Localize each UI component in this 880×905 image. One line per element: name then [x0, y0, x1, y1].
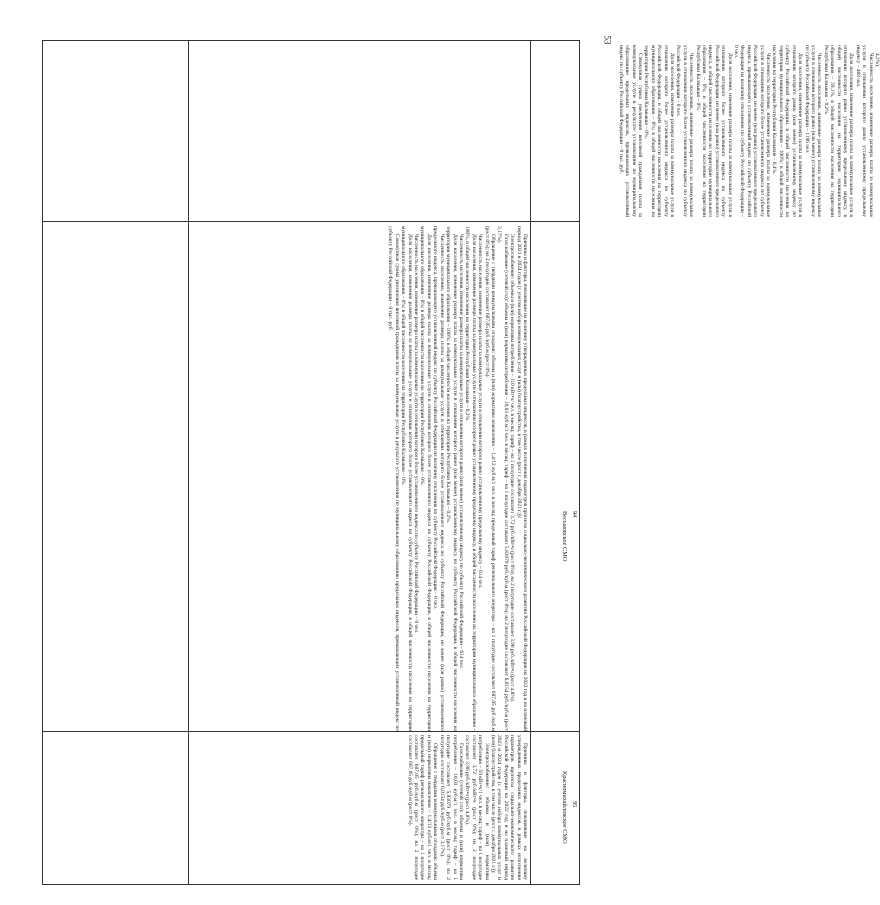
- paragraph: Доля населения, изменение размера платы за коммунальные услуги в отношении которого равно установленному предельному индексу, в общей численности населения на территории муниципального образования – 100%, в общей численности населения на территории Республики Калмыкия – 0,2%.: [464, 226, 477, 731]
- paragraph: Обращение с твердыми коммунальными отходами: объемы и (или) нормативы накопления – 1,4/12 куб.м/1 чел. в месяц; предельный тариф регионального оператора – на 1 полугодие составляет 687,05 руб./куб.м (рост 0%); на 2 полугодие составляет 687,05 руб./куб.м (рост 0%).: [406, 735, 439, 880]
- paragraph: Численность населения, изменение размера платы за коммунальные услуги в отношении которого более установленного индекса по субъекту Российской Федерации, но менее (или равно) установленного предельного индекса, превышающего установленный индекс по субъекту Российской Федерации на величину отклонения по субъекту Российской Федерации – 0 чел.: [432, 226, 445, 731]
- paragraph: Причины и факторы, повлиявшие на величину утвержденных предельных индексов, в рамках исполнения параметров прогноза социально-экономического развития Российской Федерации на 2022 год и на плановый период 2023 и 2024 годов (с учетом набора коммунальных услуг и (или) благоустройства, в том числе (рост с декабря 2021 г.)):: [515, 226, 528, 731]
- paragraph: Доля населения, изменение размера платы за коммунальные услуги в отношении которого более установленного индекса по субъекту Российской Федерации, но менее (или равно) установленного предельного индекса, в общей численности населения на территории муниципального образования – 0%; в общей численности населения на территории Республики Калмыкия – 0%.: [694, 45, 733, 217]
- paragraph: Численность населения, изменение размера платы за коммунальные услуги в отношении которого более установленного индекса по субъекту Российской Федерации – 0 чел.: [413, 234, 420, 634]
- paragraph: Численность населения, изменение размера платы за коммунальные услуги в отношении которого более установленного индекса по субъекту Российской Федерации – 0 чел.: [675, 45, 695, 217]
- paragraph: Причины и факторы, повлиявшие на величину утвержденных предельных индексов, в рамках исполнения параметров прогноза социально-экономического развития Российской Федерации на 2022 год и на плановый период 2023 и 2024 годов (с учетом набора коммунальных услуг и (или) благоустройства, в том числе (рост с декабря 2021 г.)):: [489, 735, 528, 880]
- paragraph: Доля населения, изменение размера платы за коммунальные услуги в отношении которого равно (или менее) установленному индексу по субъекту Российской Федерации, в общей численности населения на территории муниципального образования – 100%; в общей численности населения на территории Республики Калмыкия – 0,2%.: [445, 226, 458, 731]
- paragraph: Доля населения, изменение размера платы за коммунальные услуги в отношении которого более установленного индекса по субъекту Российской Федерации, в общей численности населения на территории муниципального образования – 0%; в общей численности населения на территории Республики Калмыкия – 0%.: [643, 45, 675, 217]
- municipality-name: Весьмовское СМО: [561, 511, 568, 562]
- paragraph: Численность населения, изменение размера платы за коммунальные услуги в отношении которого равно установленному предельному индексу – 614 чел.: [477, 234, 484, 589]
- paragraph: Доля населения, изменение размера платы за коммунальные услуги в отношении которого равно (или менее) установленному индексу по субъекту Российской Федерации, в общей численности населения на территории муниципального образования – 100%; в общей численности населения на территории Республики Калмыкия – 0,4%.: [771, 45, 804, 217]
- page-number: 53: [602, 35, 613, 45]
- paragraph: Численность населения, изменение размера платы за коммунальные услуги в отношении которого равно (или менее) установленному индексу по субъекту Российской Федерации – 1196 чел.: [803, 45, 823, 217]
- paragraph: Доля населения, изменение размера платы за коммунальные услуги в отношении которого равно установленному предельному индексу, в общей численности населения на территории муниципального образования – 39,1%, в общей численности населения на территории Республики Калмыкия – 0,2%.: [822, 45, 855, 217]
- paragraph: Доля населения, изменение размера платы за коммунальные услуги в отношении которого более установленного индекса по субъекту Российской Федерации, в общей численности населения на территории муниципального образования – 0%; в общей численности населения на территории Республики Калмыкия – 0%.: [400, 226, 413, 731]
- paragraph: Обращение с твердыми коммунальными отходами: объемы и (или) нормативы накопления – 1,4/12 куб.м/1 чел. в месяц; предельный тариф регионального оператора – на 1 полугодие составляет 687,05 руб./куб.м (рост 0%); на 2 полугодие составляет 687,05 руб./куб.м (рост 0%).: [483, 226, 496, 731]
- paragraph: 4,2%).: [874, 53, 880, 68]
- row-number: 95: [571, 801, 578, 808]
- paragraph: Электроснабжение: объемы и (или) нормативы потребления – 110 кВт•ч/ чел. в месяц; тариф – на 1 полугодие составляет 3,72 руб./кВт•ч (рост 0%); на 2 полугодие составляет 3,90 руб./кВт•ч (рост 4,8%).: [509, 234, 516, 702]
- paragraph: Газоснабжение (сетевой газ): объемы и (или) нормативы потребления – 10,03 куб.м/1 чел. в месяц; тариф – на 1 полугодие составляет 5,83079 руб./куб.м (рост 0%); на 2 полугодие составляет 6,0154 руб./куб.м (рост 3,17%).: [438, 735, 464, 880]
- paragraph: Численность населения, изменение размера платы за коммунальные услуги в отношении которого более установленного индекса по субъекту Российской Федерации, но менее (или равно) установленного предельного индекса, превышающего установленный индекс по субъекту Российской Федерации на величину отклонения по субъекту Российской Федерации – 0 чел.: [733, 45, 772, 217]
- row-95-content: [188, 735, 528, 880]
- paragraph: Совокупная сумма увеличения вносимой гражданами платы за коммунальные услуги в результате установления по муниципальному образованию предельных индексов, превышающих установленный индекс по субъекту Российской Федерации – 0 тыс. руб.: [617, 45, 643, 217]
- row-divider: [43, 221, 579, 222]
- column-divider: [530, 41, 531, 884]
- paragraph: Численность населения, изменение размера платы за коммунальные услуги в отношении которого равно (или менее) установленному индексу по субъекту Российской Федерации – 614 чел.: [457, 234, 464, 669]
- paragraph: Электроснабжение: объемы и (или) нормативы потребления – 59 кВт•ч/1 чел. в месяц; тариф – на 1 полугодие составляет 3,72 руб./кВт•ч (рост 0%); на 2 полугодие составляет 3,90 руб./кВт•ч (рост 4,8%).: [464, 735, 490, 880]
- paragraph: Численность населения, изменение размера платы за коммунальные услуги в отношении которого равно установленному предельному индексу – 468 чел.: [854, 45, 874, 217]
- paragraph: Совокупная сумма увеличения вносимой гражданами платы за коммунальные услуги в результате установления по муниципальному образованию предельных индексов, превышающих установленный индекс по субъекту Российской Федерации – 0 тыс. руб.: [387, 226, 400, 731]
- paragraph: Газоснабжение (сетевой газ): объемы и (или) нормативы потребления – 10,03 куб.м/1 чел. в месяц; тариф – на 1 полугодие составляет 5,83079 руб./куб.м (рост 0%); на 2 полугодие составляет 6,0154 руб./куб.м (рост 3,17%).: [496, 226, 509, 731]
- row-number: 94: [571, 511, 578, 518]
- municipality-name: Красномихайловское СМО: [561, 771, 568, 844]
- row-continued-content: [537, 45, 880, 217]
- row-divider: [43, 731, 579, 732]
- row-94-content: [188, 226, 528, 731]
- paragraph: Доля населения, изменение размера платы за коммунальные услуги в отношении которого более установленного индекса по субъекту Российской Федерации, в общей численности населения на территории муниципального образования – 0%; в общей численности населения на территории Республики Калмыкия – 0%.: [419, 226, 432, 731]
